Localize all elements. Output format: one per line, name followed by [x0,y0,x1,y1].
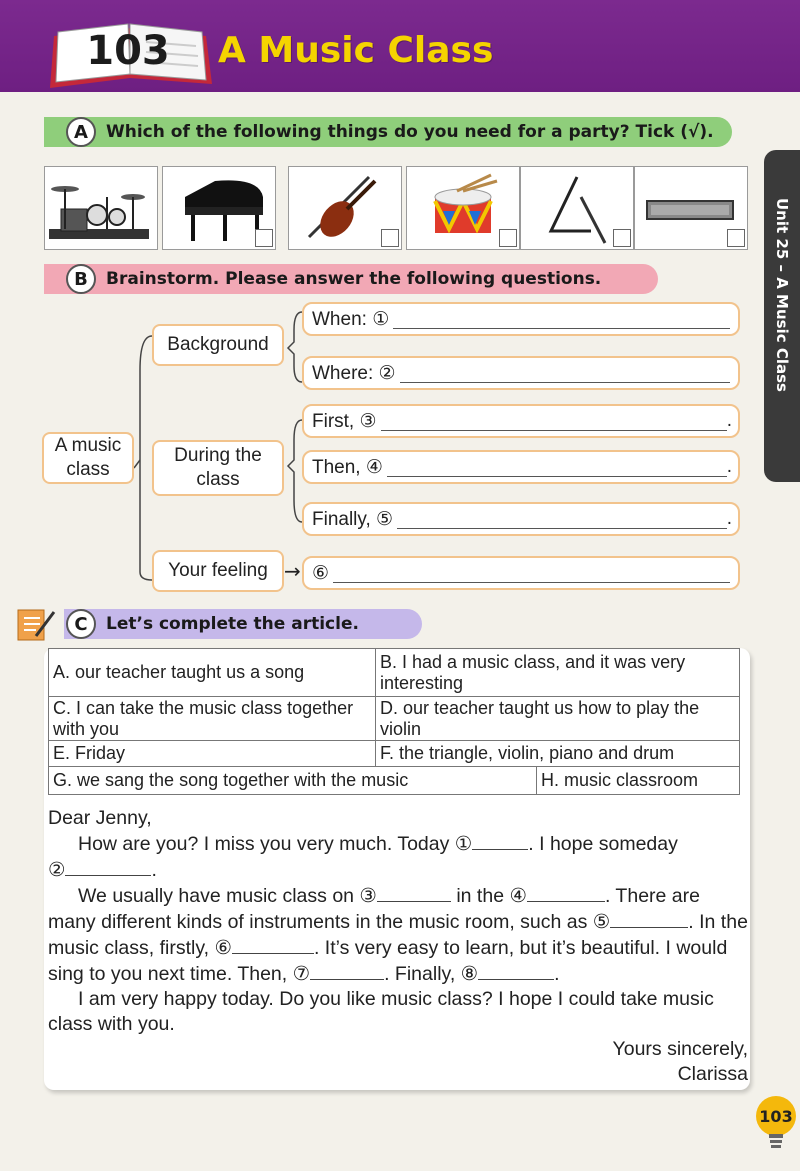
answer-feeling-blank[interactable] [333,564,730,583]
article-letter [48,806,748,1087]
picture-triangle [520,166,634,250]
letter-text: . [554,963,560,985]
picture-violin [288,166,402,250]
answer-then-period: . [726,456,732,477]
option-e: E. Friday [49,741,376,767]
letter-text: . [151,859,157,881]
letter-text: . It’s very easy to learn, but it’s beautiful. I would sing to you next time. Then, ⑦ [48,937,728,985]
letter-closing: Yours sincerely, [612,1038,748,1060]
option-b: B. I had a music class, and it was very interesting [376,649,740,697]
mind-map-during-class: During the class [152,440,284,496]
option-h: H. music classroom [537,767,740,795]
picture-drum [406,166,520,250]
letter-text: . There are many different kinds of instruments in the music room, such as ⑤ [48,885,700,933]
lightbulb-base-icon [766,1134,786,1154]
arrow-icon: → [284,559,301,583]
option-a: A. our teacher taught us a song [49,649,376,697]
letter-paragraph-1 [48,831,748,857]
letter-text: We usually have music class on ③ [78,885,377,907]
blank-3[interactable] [377,883,451,902]
answer-when [302,302,740,336]
answer-first-blank[interactable] [381,412,727,431]
tick-box-violin[interactable] [381,229,399,247]
blank-1[interactable] [472,831,528,850]
option-d: D. our teacher taught us how to play the violin [376,697,740,741]
mind-map-your-feeling: Your feeling [152,550,284,592]
letter-text: . [688,911,694,933]
section-c-banner [64,609,422,639]
letter-text: . Finally, ⑧ [384,963,479,985]
option-g: G. we sang the song together with the music [49,767,537,795]
blank-7[interactable] [310,961,384,980]
pencil-notebook-icon [16,606,58,642]
answer-then-blank[interactable] [387,458,727,477]
blank-5[interactable] [610,909,688,928]
picture-harmonica [634,166,748,250]
section-b-letter: B [66,264,96,294]
letter-paragraph-1-cont [48,857,748,883]
section-a-letter: A [66,117,96,147]
drum-kit-icon [45,167,157,249]
letter-text: in the ④ [450,885,527,907]
tick-box-drum[interactable] [499,229,517,247]
lesson-number: 103 [86,28,170,74]
letter-greeting: Dear Jenny, [48,807,152,829]
answer-feeling [302,556,740,590]
mind-map-background: Background [152,324,284,366]
answer-when-blank[interactable] [393,310,730,329]
letter-signature: Clarissa [677,1063,748,1085]
letter-text: How are you? I miss you very much. Today ① [78,833,473,855]
picture-drum-kit [44,166,158,250]
tick-box-piano[interactable] [255,229,273,247]
option-c: C. I can take the music class together with you [49,697,376,741]
letter-paragraph-2 [48,883,748,987]
answer-finally-label: Finally, ⑤ [312,508,394,530]
letter-paragraph-3: I am very happy today. Do you like music class? I hope I could take music class with you. [48,988,714,1035]
answer-first-label: First, ③ [312,410,377,432]
option-f: F. the triangle, violin, piano and drum [376,741,740,767]
letter-text: ② [48,859,66,881]
blank-8[interactable] [478,961,554,980]
mind-map-root: A music class [42,432,134,484]
options-table [48,648,740,795]
section-a-banner [44,117,732,147]
answer-where-label: Where: ② [312,362,396,384]
letter-text: . I hope someday [528,833,678,855]
page-title: A Music Class [218,30,494,71]
section-b-instruction: Brainstorm. Please answer the following questions. [106,269,602,289]
answer-finally [302,502,740,536]
blank-4[interactable] [527,883,605,902]
answer-where-blank[interactable] [400,364,730,383]
blank-2[interactable] [65,857,151,876]
answer-first-period: . [726,410,732,431]
answer-then-label: Then, ④ [312,456,383,478]
answer-finally-period: . [726,508,732,529]
answer-when-label: When: ① [312,308,390,330]
answer-feeling-label: ⑥ [312,562,330,584]
section-c-letter: C [66,609,96,639]
picture-piano [162,166,276,250]
section-a-instruction: Which of the following things do you need for a party? Tick (√). [106,122,714,142]
letter-text: In the music class, firstly, ⑥ [48,911,748,959]
answer-finally-blank[interactable] [397,510,727,529]
unit-side-tab-label: Unit 25 – A Music Class [773,198,791,392]
tick-box-triangle[interactable] [613,229,631,247]
tick-box-harmonica[interactable] [727,229,745,247]
answer-where [302,356,740,390]
answer-then [302,450,740,484]
blank-6[interactable] [232,935,314,954]
page-number: 103 [756,1096,796,1136]
section-c-instruction: Let’s complete the article. [106,614,359,634]
answer-first [302,404,740,438]
